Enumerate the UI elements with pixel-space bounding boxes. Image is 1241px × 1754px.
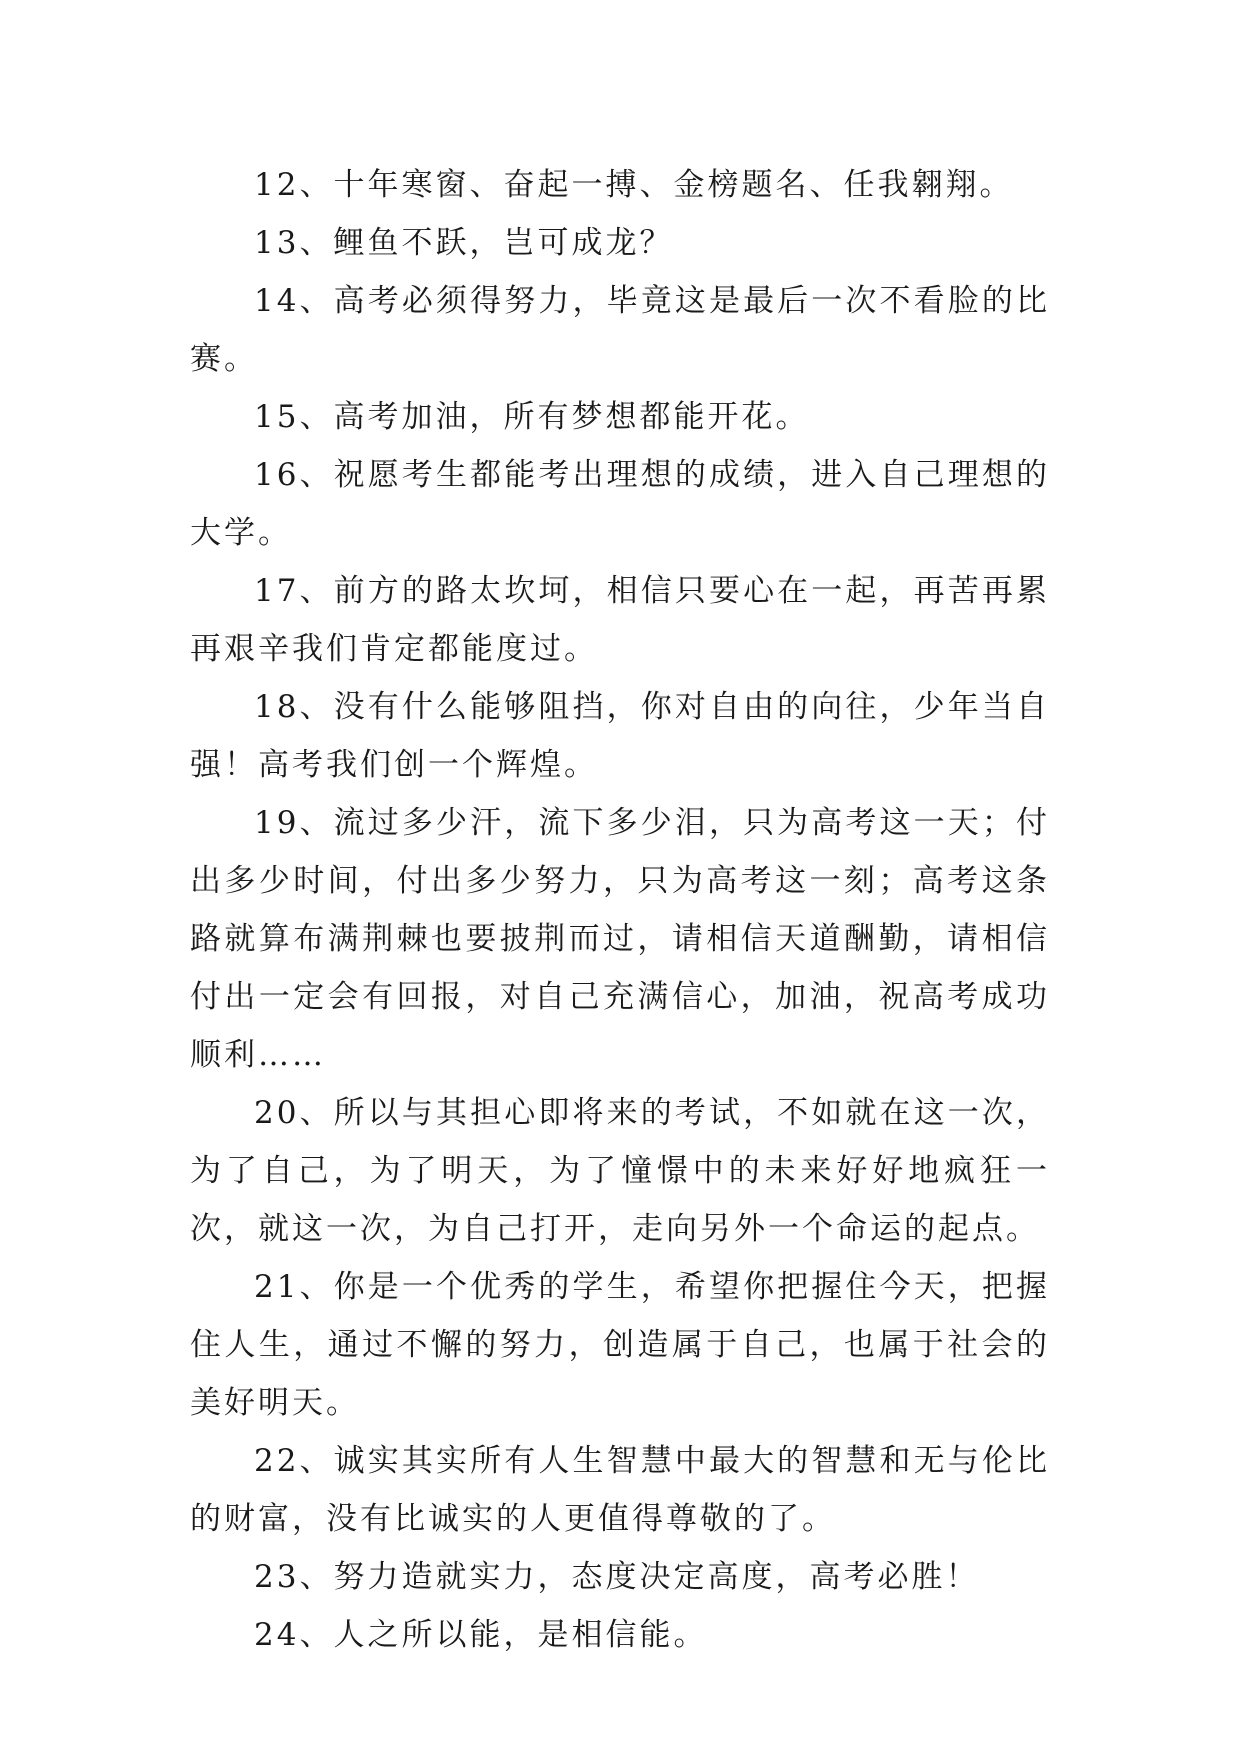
- paragraph-17: 17、前方的路太坎坷，相信只要心在一起，再苦再累再艰辛我们肯定都能度过。: [190, 573, 1050, 667]
- paragraph-14: 14、高考必须得努力，毕竟这是最后一次不看脸的比赛。: [190, 283, 1050, 377]
- paragraph-22: 22、诚实其实所有人生智慧中最大的智慧和无与伦比的财富，没有比诚实的人更值得尊敬的了。: [190, 1443, 1050, 1537]
- paragraph-18: 18、没有什么能够阻挡，你对自由的向往，少年当自强！高考我们创一个辉煌。: [190, 689, 1050, 783]
- paragraph-12: 12、十年寒窗、奋起一搏、金榜题名、任我翱翔。: [254, 167, 1014, 203]
- paragraph-13: 13、鲤鱼不跃，岂可成龙？: [254, 225, 674, 261]
- paragraph-23: 23、努力造就实力，态度决定高度，高考必胜！: [254, 1559, 980, 1595]
- paragraph-20: 20、所以与其担心即将来的考试，不如就在这一次，为了自己，为了明天，为了憧憬中的未来好好地疯狂一次，就这一次，为自己打开，走向另外一个命运的起点。: [190, 1095, 1050, 1247]
- paragraph-21: 21、你是一个优秀的学生，希望你把握住今天，把握住人生，通过不懈的努力，创造属于自己，也属于社会的美好明天。: [190, 1269, 1050, 1421]
- paragraph-19: 19、流过多少汗，流下多少泪，只为高考这一天；付出多少时间，付出多少努力，只为高考这一刻；高考这条路就算布满荆棘也要披荆而过，请相信天道酬勤，请相信付出一定会有回报，对自己充满信心，加油，祝高考成功顺利……: [190, 805, 1050, 1073]
- paragraph-15: 15、高考加油，所有梦想都能开花。: [254, 399, 810, 435]
- paragraph-16: 16、祝愿考生都能考出理想的成绩，进入自己理想的大学。: [190, 457, 1050, 551]
- document-body: [190, 156, 1050, 1664]
- paragraph-24: 24、人之所以能，是相信能。: [254, 1617, 708, 1653]
